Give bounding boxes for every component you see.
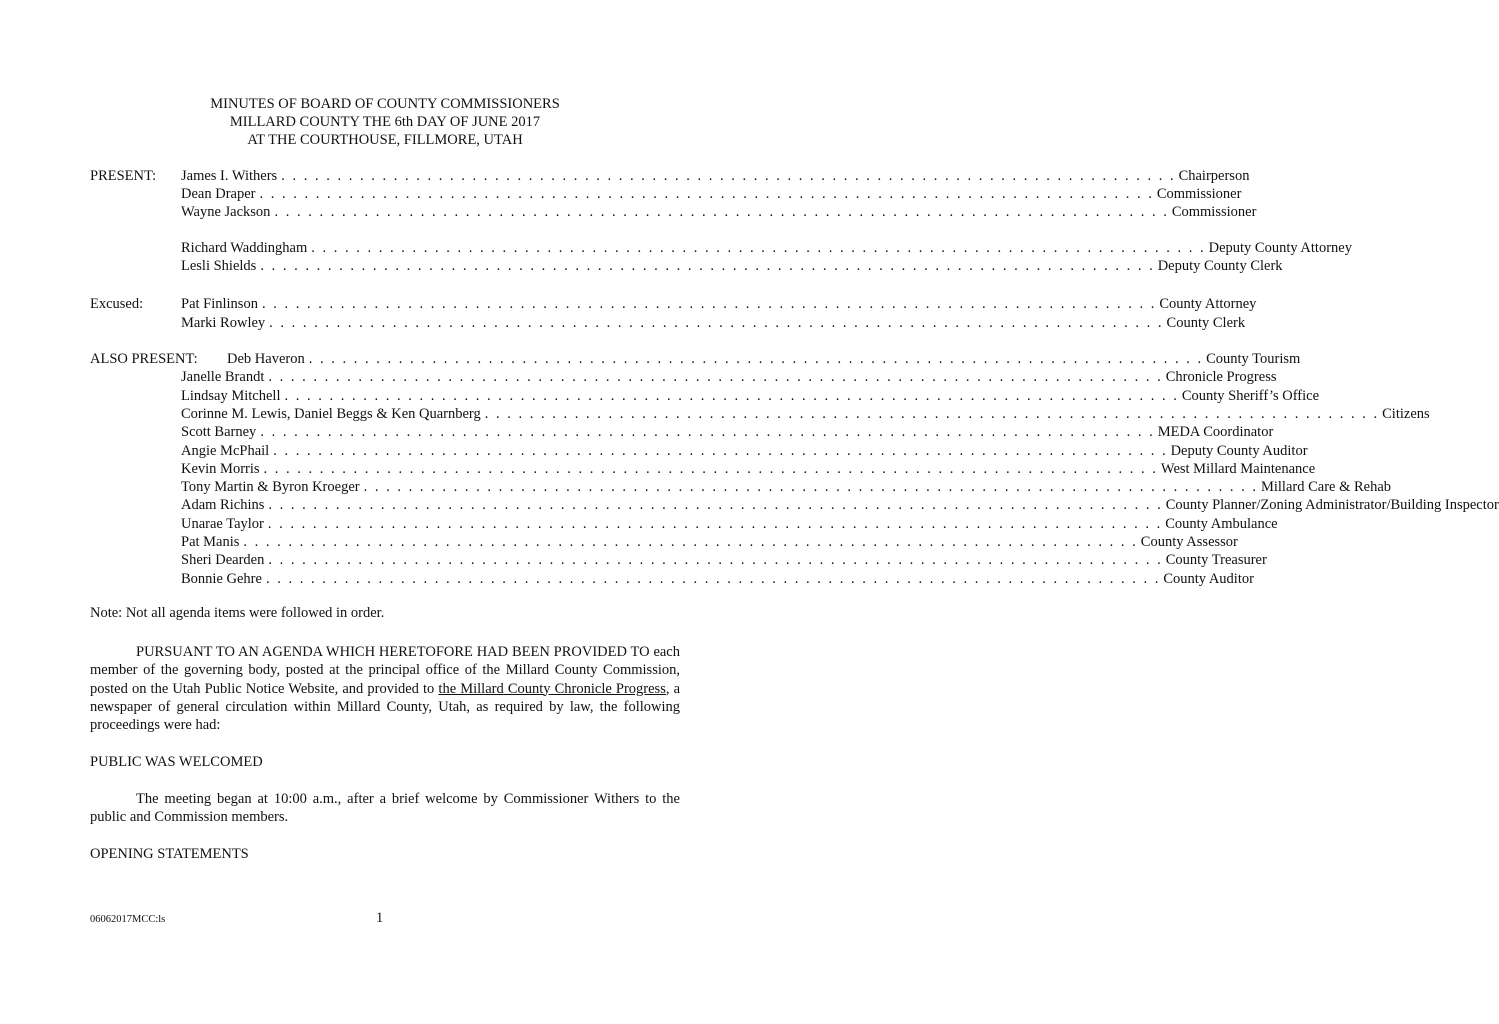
attendee-role: County Auditor [1163,570,1254,587]
attendee-row [181,405,1430,423]
pursuant-text-start: PURSUANT TO AN AGENDA WHICH HERETOFORE HAD BEEN PROVIDED TO each member of the governing body, posted at the principal office of the Millard County Commission, posted on the Utah Public Notice Website, and provided to [90,644,680,697]
attendee-role: Deputy County Clerk [1157,258,1283,274]
document-code: 06062017MCC:ls [90,914,166,925]
attendee-row [181,460,1316,478]
meeting-began-paragraph: The meeting began at 10:00 a.m., after a brief welcome by Commissioner Withers to the public and Commission members. [90,791,680,826]
dot-leader: . . . . . . . . . . . . . . . . . . . . . . . . . . . . . . . . . . . . . . . . . . . . . . . . . . . . . . . . . . . . . . . . . . . . . . . . . . . . . . . . [484,405,1380,422]
present-label: PRESENT: [90,168,157,184]
minutes-title: MINUTES OF BOARD OF COUNTY COMMISSIONERS [210,96,560,112]
attendee-name: Richard Waddingham [181,240,308,256]
attendee-role: Millard Care & Rehab [1260,479,1392,496]
dot-leader: . . . . . . . . . . . . . . . . . . . . . . . . . . . . . . . . . . . . . . . . . . . . . . . . . . . . . . . . . . . . . . . . . . . . . . . . . . . . . . . . [259,186,1154,202]
dot-leader: . . . . . . . . . . . . . . . . . . . . . . . . . . . . . . . . . . . . . . . . . . . . . . . . . . . . . . . . . . . . . . . . . . . . . . . . . . . . . . . . [243,534,1138,550]
attendee-row [181,570,1254,588]
attendee-row [181,496,1499,514]
agenda-note: Note: Not all agenda items were followed in order. [90,605,385,621]
county-date-line: MILLARD COUNTY THE 6th DAY OF JUNE 2017 [229,114,541,130]
attendee-name: Corinne M. Lewis, Daniel Beggs & Ken Quarnberg [181,405,481,422]
attendee-role: County Clerk [1166,314,1246,331]
attendee-row [90,350,1301,368]
attendee-name: Kevin Morris [181,460,260,477]
attendee-role: County Tourism [1206,351,1301,367]
page-number: 1 [376,910,384,926]
attendee-role: County Sheriff’s Office [1181,387,1320,404]
attendee-name: Sheri Dearden [181,552,265,569]
attendee-row [181,295,1257,313]
attendee-row [181,387,1320,405]
dot-leader: . . . . . . . . . . . . . . . . . . . . . . . . . . . . . . . . . . . . . . . . . . . . . . . . . . . . . . . . . . . . . . . . . . . . . . . . . . . . . . . . [260,258,1155,274]
dot-leader: . . . . . . . . . . . . . . . . . . . . . . . . . . . . . . . . . . . . . . . . . . . . . . . . . . . . . . . . . . . . . . . . . . . . . . . . . . . . . . . . [274,204,1169,220]
dot-leader: . . . . . . . . . . . . . . . . . . . . . . . . . . . . . . . . . . . . . . . . . . . . . . . . . . . . . . . . . . . . . . . . . . . . . . . . . . . . . . . . [267,515,1163,532]
attendee-row [181,533,1238,551]
attendee-name: Janelle Brandt [181,369,265,386]
attendee-name: Dean Draper [181,186,256,202]
attendee-name: Scott Barney [181,424,257,441]
dot-leader: . . . . . . . . . . . . . . . . . . . . . . . . . . . . . . . . . . . . . . . . . . . . . . . . . . . . . . . . . . . . . . . . . . . . . . . . . . . . . . . . [273,442,1168,459]
attendee-name: Pat Finlinson [181,296,258,312]
newspaper-name: the Millard County Chronicle Progress [438,680,666,697]
attendee-row [181,314,1246,332]
attendee-role: Commissioner [1171,204,1257,220]
dot-leader: . . . . . . . . . . . . . . . . . . . . . . . . . . . . . . . . . . . . . . . . . . . . . . . . . . . . . . . . . . . . . . . . . . . . . . . . . . . . . . . . [268,552,1163,569]
attendee-role: County Planner/Zoning Administrator/Building Inspector [1165,497,1499,514]
attendee-row [181,257,1283,275]
attendee-row [181,551,1267,569]
attendee-role: MEDA Coordinator [1157,424,1274,441]
attendee-name: Adam Richins [181,497,265,514]
attendee-row [181,167,1250,185]
attendee-row [181,203,1257,221]
attendee-role: Chronicle Progress [1165,369,1277,386]
dot-leader: . . . . . . . . . . . . . . . . . . . . . . . . . . . . . . . . . . . . . . . . . . . . . . . . . . . . . . . . . . . . . . . . . . . . . . . . . . . . . . . . [311,240,1206,256]
attendee-role: County Assessor [1140,534,1238,550]
pursuant-paragraph [90,643,680,734]
dot-leader: . . . . . . . . . . . . . . . . . . . . . . . . . . . . . . . . . . . . . . . . . . . . . . . . . . . . . . . . . . . . . . . . . . . . . . . . . . . . . . . . [261,296,1157,312]
attendee-role: Deputy County Auditor [1170,442,1308,459]
public-welcomed-heading: PUBLIC WAS WELCOMED [90,754,263,770]
attendee-row [181,478,1392,496]
attendee-name: Unarae Taylor [181,515,264,532]
dot-leader: . . . . . . . . . . . . . . . . . . . . . . . . . . . . . . . . . . . . . . . . . . . . . . . . . . . . . . . . . . . . . . . . . . . . . . . . . . . . . . . . [265,570,1161,587]
attendee-name: Angie McPhail [181,442,270,459]
location-line: AT THE COURTHOUSE, FILLMORE, UTAH [247,132,523,148]
dot-leader: . . . . . . . . . . . . . . . . . . . . . . . . . . . . . . . . . . . . . . . . . . . . . . . . . . . . . . . . . . . . . . . . . . . . . . . . . . . . . . . . [284,387,1179,404]
dot-leader: . . . . . . . . . . . . . . . . . . . . . . . . . . . . . . . . . . . . . . . . . . . . . . . . . . . . . . . . . . . . . . . . . . . . . . . . . . . . . . . . [263,460,1158,477]
attendee-role: Citizens [1382,405,1430,422]
attendee-role: County Ambulance [1165,515,1278,532]
attendee-name: Lesli Shields [181,258,257,274]
attendee-row [181,423,1274,441]
attendee-name: Wayne Jackson [181,204,271,220]
excused-label: Excused: [90,296,144,312]
attendee-name: Bonnie Gehre [181,570,262,587]
attendee-name: Deb Haveron [227,351,305,367]
attendee-name: Marki Rowley [181,314,266,331]
attendee-role: Chairperson [1178,168,1250,184]
attendee-name: Pat Manis [181,534,240,550]
dot-leader: . . . . . . . . . . . . . . . . . . . . . . . . . . . . . . . . . . . . . . . . . . . . . . . . . . . . . . . . . . . . . . . . . . . . . . . . . . . . . . . . [308,351,1204,367]
attendee-role: West Millard Maintenance [1160,460,1316,477]
pursuant-text-end: , a newspaper of general circulation within Millard County, Utah, as required by law, the following proceedings were had: [90,680,681,734]
attendee-name: James I. Withers [181,168,278,184]
also-present-label: ALSO PRESENT: [90,351,198,367]
attendee-name: Tony Martin & Byron Kroeger [181,479,360,496]
attendee-role: Commissioner [1156,186,1242,202]
dot-leader: . . . . . . . . . . . . . . . . . . . . . . . . . . . . . . . . . . . . . . . . . . . . . . . . . . . . . . . . . . . . . . . . . . . . . . . . . . . . . . . . [269,314,1164,331]
dot-leader: . . . . . . . . . . . . . . . . . . . . . . . . . . . . . . . . . . . . . . . . . . . . . . . . . . . . . . . . . . . . . . . . . . . . . . . . . . . . . . . . [363,479,1258,496]
attendee-role: Deputy County Attorney [1208,240,1352,256]
attendee-role: County Attorney [1159,296,1257,312]
dot-leader: . . . . . . . . . . . . . . . . . . . . . . . . . . . . . . . . . . . . . . . . . . . . . . . . . . . . . . . . . . . . . . . . . . . . . . . . . . . . . . . . [281,168,1176,184]
attendee-row [181,239,1352,257]
attendee-row [181,442,1308,460]
dot-leader: . . . . . . . . . . . . . . . . . . . . . . . . . . . . . . . . . . . . . . . . . . . . . . . . . . . . . . . . . . . . . . . . . . . . . . . . . . . . . . . . [260,424,1155,441]
dot-leader: . . . . . . . . . . . . . . . . . . . . . . . . . . . . . . . . . . . . . . . . . . . . . . . . . . . . . . . . . . . . . . . . . . . . . . . . . . . . . . . . [268,497,1163,514]
attendee-row [181,185,1242,203]
dot-leader: . . . . . . . . . . . . . . . . . . . . . . . . . . . . . . . . . . . . . . . . . . . . . . . . . . . . . . . . . . . . . . . . . . . . . . . . . . . . . . . . [268,369,1163,386]
attendee-role: County Treasurer [1165,552,1267,569]
attendee-name: Lindsay Mitchell [181,387,281,404]
opening-statements-heading: OPENING STATEMENTS [90,846,249,862]
attendee-row [181,368,1277,386]
attendee-row [181,515,1278,533]
